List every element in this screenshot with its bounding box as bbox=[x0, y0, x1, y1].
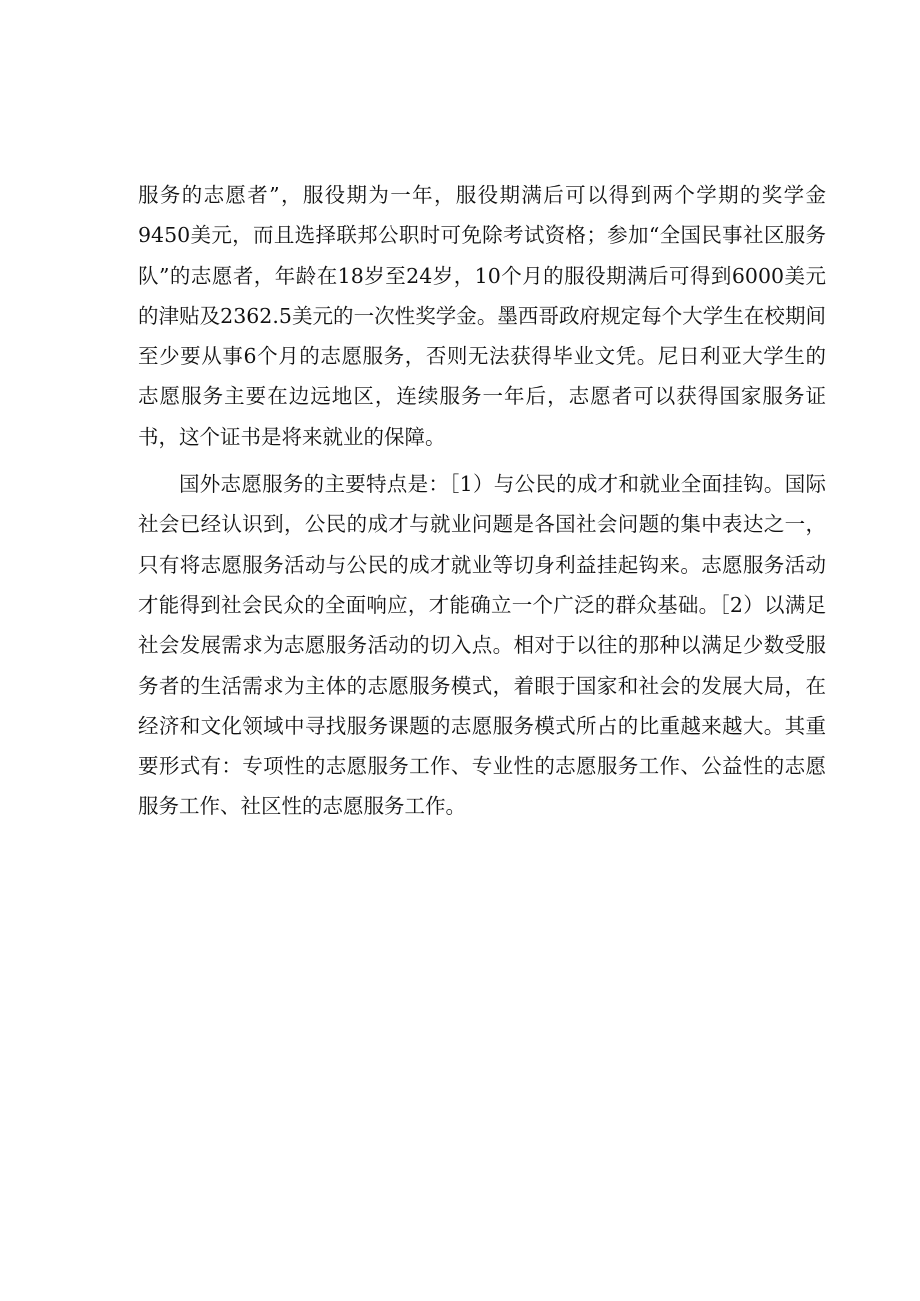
document-body bbox=[138, 175, 826, 827]
body-paragraph-2: 国外志愿服务的主要特点是：［1）与公民的成才和就业全面挂钩。国际社会已经认识到，公民的成才与就业问题是各国社会问题的集中表达之一，只有将志愿服务活动与公民的成才就业等切身利益挂起钩来。志愿服务活动才能得到社会民众的全面响应，才能确立一个广泛的群众基础。［2）以满足社会发展需求为志愿服务活动的切入点。相对于以往的那种以满足少数受服务者的生活需求为主体的志愿服务模式，着眼于国家和社会的发展大局，在经济和文化领域中寻找服务课题的志愿服务模式所占的比重越来越大。其重要形式有：专项性的志愿服务工作、专业性的志愿服务工作、公益性的志愿服务工作、社区性的志愿服务工作。 bbox=[138, 472, 826, 819]
body-paragraph-1: 服务的志愿者”，服役期为一年，服役期满后可以得到两个学期的奖学金9450美元，而且选择联邦公职时可免除考试资格；参加“全国民事社区服务队”的志愿者，年龄在18岁至24岁，10个月的服役期满后可得到6000美元的津贴及2362.5美元的一次性奖学金。墨西哥政府规定每个大学生在校期间至少要从事6个月的志愿服务，否则无法获得毕业文凭。尼日利亚大学生的志愿服务主要在边远地区，连续服务一年后，志愿者可以获得国家服务证书，这个证书是将来就业的保障。 bbox=[138, 183, 826, 449]
